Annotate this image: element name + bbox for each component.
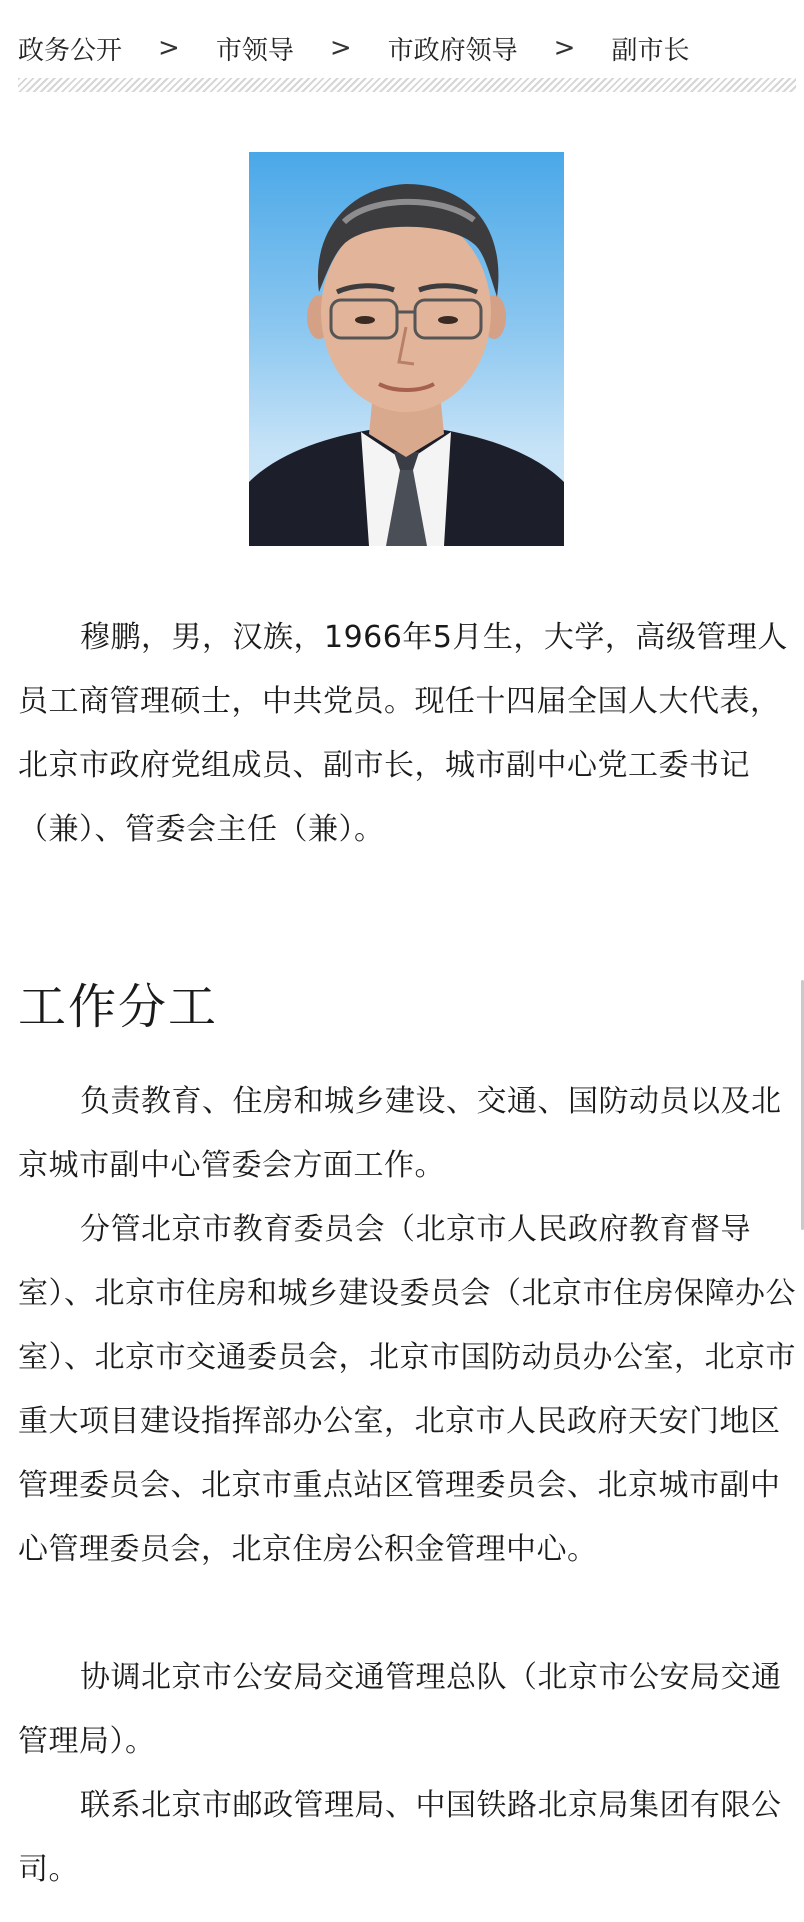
breadcrumb [18,26,689,70]
breadcrumb-item-vice-mayor[interactable]: 副市长 [611,35,690,66]
breadcrumb-separator-icon: > [158,33,180,63]
breadcrumb-separator-icon: > [553,33,576,63]
bio-paragraph: 穆鹏，男，汉族，1966年5月生，大学，高级管理人员工商管理硕士，中共党员。现任十四届全国人大代表，北京市政府党组成员、副市长，城市副中心党工委书记（兼）、管委会主任（兼）。 [18,620,788,847]
work-paragraph-coordination: 协调北京市公安局交通管理总队（北京市公安局交通管理局）。 [18,1660,782,1759]
breadcrumb-item-city-leaders[interactable]: 市领导 [215,35,294,66]
portrait-illustration [249,152,564,546]
breadcrumb-separator-icon: > [329,33,352,63]
portrait-photo [249,152,564,546]
breadcrumb-item-government-leaders[interactable]: 市政府领导 [387,35,518,66]
hatched-divider [18,78,796,92]
breadcrumb-item-government-affairs[interactable]: 政务公开 [18,35,123,66]
section-title-work-division: 工作分工 [18,979,219,1035]
work-paragraph-liaison: 联系北京市邮政管理局、中国铁路北京局集团有限公司。 [18,1788,782,1887]
work-paragraph-supervision: 分管北京市教育委员会（北京市人民政府教育督导室）、北京市住房和城乡建设委员会（北京市住房保障办公室）、北京市交通委员会，北京市国防动员办公室，北京市重大项目建设指挥部办公室，北京市人民政府天安门地区管理委员会、北京市重点站区管理委员会、北京城市副中心管理委员会，北京住房公积金管理中心。 [18,1212,796,1567]
work-paragraph-responsibilities: 负责教育、住房和城乡建设、交通、国防动员以及北京城市副中心管委会方面工作。 [18,1084,782,1183]
